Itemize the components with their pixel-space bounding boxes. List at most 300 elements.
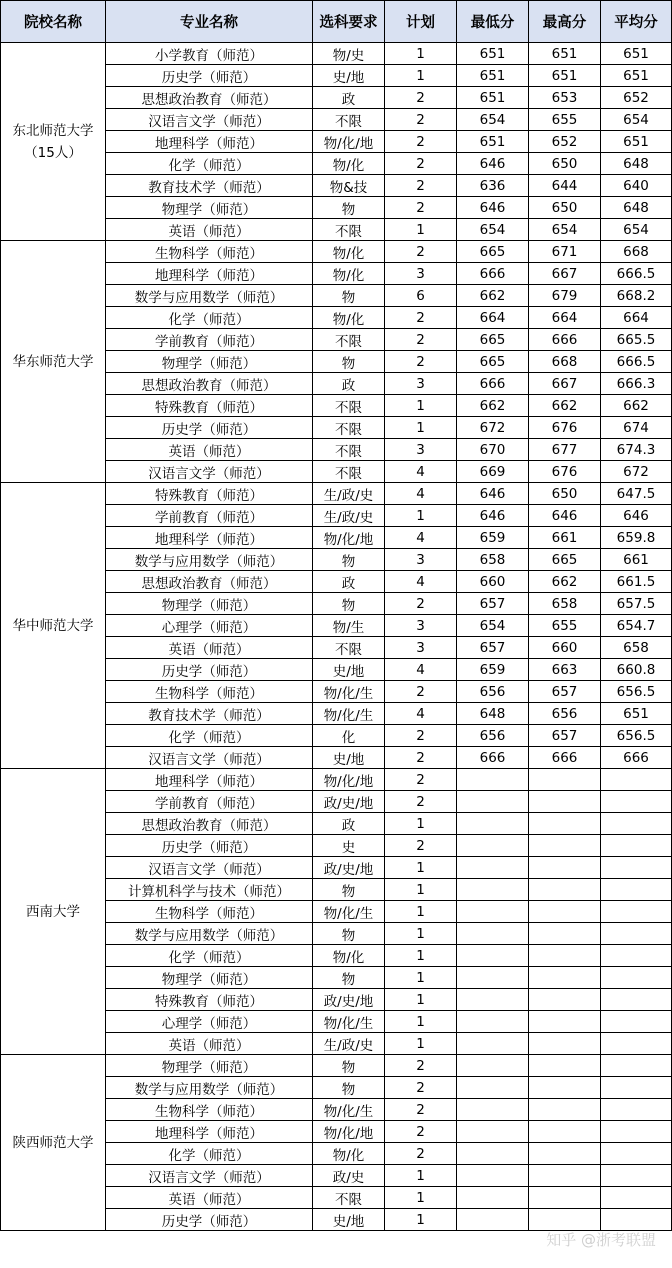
min-score-cell: 662 (457, 285, 529, 307)
subject-requirement-cell: 物/化/生 (313, 901, 385, 923)
avg-score-cell: 651 (601, 703, 672, 725)
plan-cell: 4 (385, 659, 457, 681)
max-score-cell: 671 (529, 241, 601, 263)
max-score-cell: 666 (529, 329, 601, 351)
avg-score-cell: 674.3 (601, 439, 672, 461)
subject-requirement-cell: 不限 (313, 329, 385, 351)
major-cell: 数学与应用数学（师范） (106, 549, 313, 571)
min-score-cell (457, 945, 529, 967)
max-score-cell: 668 (529, 351, 601, 373)
avg-score-cell: 668.2 (601, 285, 672, 307)
plan-cell: 3 (385, 373, 457, 395)
table-row (1, 483, 672, 505)
min-score-cell: 672 (457, 417, 529, 439)
plan-cell: 1 (385, 813, 457, 835)
major-cell: 学前教育（师范） (106, 329, 313, 351)
subject-requirement-cell: 物/化/地 (313, 1121, 385, 1143)
major-cell: 数学与应用数学（师范） (106, 285, 313, 307)
avg-score-cell (601, 879, 672, 901)
major-cell: 学前教育（师范） (106, 791, 313, 813)
avg-score-cell: 654.7 (601, 615, 672, 637)
avg-score-cell (601, 1121, 672, 1143)
major-cell: 地理科学（师范） (106, 131, 313, 153)
plan-cell: 1 (385, 43, 457, 65)
major-cell: 化学（师范） (106, 1143, 313, 1165)
avg-score-cell (601, 857, 672, 879)
plan-cell: 1 (385, 1187, 457, 1209)
subject-requirement-cell: 物 (313, 1055, 385, 1077)
subject-requirement-cell: 政 (313, 813, 385, 835)
major-cell: 英语（师范） (106, 1187, 313, 1209)
max-score-cell: 661 (529, 527, 601, 549)
major-cell: 计算机科学与技术（师范） (106, 879, 313, 901)
header-school: 院校名称 (1, 1, 106, 43)
subject-requirement-cell: 史/地 (313, 1209, 385, 1231)
major-cell: 特殊教育（师范） (106, 395, 313, 417)
min-score-cell: 659 (457, 659, 529, 681)
plan-cell: 4 (385, 483, 457, 505)
plan-cell: 1 (385, 945, 457, 967)
plan-cell: 1 (385, 1011, 457, 1033)
min-score-cell (457, 1077, 529, 1099)
min-score-cell (457, 1165, 529, 1187)
plan-cell: 2 (385, 747, 457, 769)
plan-cell: 2 (385, 197, 457, 219)
plan-cell: 2 (385, 1121, 457, 1143)
table-row (1, 43, 672, 65)
subject-requirement-cell: 物 (313, 197, 385, 219)
min-score-cell: 666 (457, 373, 529, 395)
major-cell: 地理科学（师范） (106, 263, 313, 285)
plan-cell: 2 (385, 329, 457, 351)
min-score-cell (457, 1209, 529, 1231)
table-row (1, 241, 672, 263)
max-score-cell: 650 (529, 197, 601, 219)
major-cell: 地理科学（师范） (106, 527, 313, 549)
major-cell: 思想政治教育（师范） (106, 87, 313, 109)
subject-requirement-cell: 史/地 (313, 65, 385, 87)
header-avg-score: 平均分 (601, 1, 672, 43)
subject-requirement-cell: 物 (313, 549, 385, 571)
max-score-cell: 663 (529, 659, 601, 681)
avg-score-cell: 661 (601, 549, 672, 571)
plan-cell: 3 (385, 439, 457, 461)
plan-cell: 2 (385, 1099, 457, 1121)
avg-score-cell (601, 1143, 672, 1165)
plan-cell: 2 (385, 835, 457, 857)
major-cell: 汉语言文学（师范） (106, 857, 313, 879)
avg-score-cell (601, 1077, 672, 1099)
major-cell: 生物科学（师范） (106, 1099, 313, 1121)
major-cell: 汉语言文学（师范） (106, 747, 313, 769)
subject-requirement-cell: 物/化/生 (313, 703, 385, 725)
max-score-cell (529, 945, 601, 967)
subject-requirement-cell: 政 (313, 373, 385, 395)
plan-cell: 2 (385, 593, 457, 615)
plan-cell: 4 (385, 527, 457, 549)
school-name: 陕西师范大学 (12, 1134, 94, 1151)
major-cell: 英语（师范） (106, 439, 313, 461)
plan-cell: 1 (385, 1209, 457, 1231)
major-cell: 汉语言文学（师范） (106, 109, 313, 131)
major-cell: 英语（师范） (106, 219, 313, 241)
major-cell: 教育技术学（师范） (106, 175, 313, 197)
min-score-cell: 646 (457, 505, 529, 527)
avg-score-cell (601, 769, 672, 791)
header-row (1, 1, 672, 43)
plan-cell: 2 (385, 241, 457, 263)
major-cell: 地理科学（师范） (106, 1121, 313, 1143)
major-cell: 化学（师范） (106, 725, 313, 747)
major-cell: 学前教育（师范） (106, 505, 313, 527)
max-score-cell (529, 1187, 601, 1209)
header-plan: 计划 (385, 1, 457, 43)
max-score-cell: 657 (529, 725, 601, 747)
min-score-cell: 669 (457, 461, 529, 483)
max-score-cell: 655 (529, 109, 601, 131)
subject-requirement-cell: 生/政/史 (313, 1033, 385, 1055)
min-score-cell (457, 1011, 529, 1033)
min-score-cell: 651 (457, 87, 529, 109)
avg-score-cell: 665.5 (601, 329, 672, 351)
avg-score-cell: 674 (601, 417, 672, 439)
max-score-cell: 656 (529, 703, 601, 725)
min-score-cell: 660 (457, 571, 529, 593)
avg-score-cell: 664 (601, 307, 672, 329)
subject-requirement-cell: 不限 (313, 1187, 385, 1209)
min-score-cell: 665 (457, 241, 529, 263)
max-score-cell (529, 989, 601, 1011)
plan-cell: 2 (385, 1077, 457, 1099)
max-score-cell (529, 1143, 601, 1165)
subject-requirement-cell: 物/史 (313, 43, 385, 65)
subject-requirement-cell: 物&技 (313, 175, 385, 197)
subject-requirement-cell: 物/化 (313, 307, 385, 329)
major-cell: 物理学（师范） (106, 967, 313, 989)
subject-requirement-cell: 不限 (313, 417, 385, 439)
avg-score-cell: 651 (601, 131, 672, 153)
min-score-cell (457, 769, 529, 791)
major-cell: 英语（师范） (106, 637, 313, 659)
avg-score-cell: 656.5 (601, 725, 672, 747)
max-score-cell (529, 879, 601, 901)
plan-cell: 2 (385, 769, 457, 791)
avg-score-cell (601, 1011, 672, 1033)
avg-score-cell (601, 1165, 672, 1187)
avg-score-cell: 648 (601, 197, 672, 219)
avg-score-cell: 672 (601, 461, 672, 483)
avg-score-cell (601, 1099, 672, 1121)
min-score-cell: 648 (457, 703, 529, 725)
major-cell: 心理学（师范） (106, 615, 313, 637)
avg-score-cell (601, 989, 672, 1011)
header-subject-requirement: 选科要求 (313, 1, 385, 43)
max-score-cell (529, 1099, 601, 1121)
avg-score-cell: 648 (601, 153, 672, 175)
subject-requirement-cell: 物/化 (313, 945, 385, 967)
min-score-cell (457, 1121, 529, 1143)
subject-requirement-cell: 物/化/生 (313, 681, 385, 703)
max-score-cell (529, 1121, 601, 1143)
min-score-cell (457, 813, 529, 835)
subject-requirement-cell: 物/化 (313, 241, 385, 263)
max-score-cell: 666 (529, 747, 601, 769)
avg-score-cell: 666 (601, 747, 672, 769)
min-score-cell (457, 1143, 529, 1165)
plan-cell: 1 (385, 923, 457, 945)
max-score-cell (529, 835, 601, 857)
major-cell: 化学（师范） (106, 945, 313, 967)
min-score-cell: 654 (457, 219, 529, 241)
min-score-cell (457, 1055, 529, 1077)
max-score-cell: 660 (529, 637, 601, 659)
subject-requirement-cell: 政/史/地 (313, 857, 385, 879)
school-note: （15人） (24, 144, 82, 161)
min-score-cell: 666 (457, 263, 529, 285)
subject-requirement-cell: 政/史/地 (313, 791, 385, 813)
plan-cell: 4 (385, 461, 457, 483)
major-cell: 教育技术学（师范） (106, 703, 313, 725)
plan-cell: 1 (385, 219, 457, 241)
avg-score-cell: 646 (601, 505, 672, 527)
table-row (1, 1055, 672, 1077)
plan-cell: 2 (385, 87, 457, 109)
header-max-score: 最高分 (529, 1, 601, 43)
subject-requirement-cell: 物/化 (313, 153, 385, 175)
major-cell: 数学与应用数学（师范） (106, 923, 313, 945)
max-score-cell: 650 (529, 483, 601, 505)
major-cell: 心理学（师范） (106, 1011, 313, 1033)
major-cell: 英语（师范） (106, 1033, 313, 1055)
school-name-cell (1, 483, 106, 769)
min-score-cell: 656 (457, 725, 529, 747)
plan-cell: 3 (385, 263, 457, 285)
min-score-cell (457, 857, 529, 879)
max-score-cell (529, 857, 601, 879)
subject-requirement-cell: 史/地 (313, 659, 385, 681)
max-score-cell (529, 1165, 601, 1187)
max-score-cell (529, 813, 601, 835)
subject-requirement-cell: 物/生 (313, 615, 385, 637)
avg-score-cell (601, 1033, 672, 1055)
max-score-cell (529, 791, 601, 813)
school-name: 华东师范大学 (12, 353, 94, 370)
min-score-cell: 666 (457, 747, 529, 769)
avg-score-cell: 661.5 (601, 571, 672, 593)
major-cell: 生物科学（师范） (106, 901, 313, 923)
avg-score-cell (601, 791, 672, 813)
min-score-cell (457, 1099, 529, 1121)
min-score-cell (457, 989, 529, 1011)
subject-requirement-cell: 政/史 (313, 1165, 385, 1187)
min-score-cell: 657 (457, 593, 529, 615)
max-score-cell (529, 1033, 601, 1055)
min-score-cell: 636 (457, 175, 529, 197)
subject-requirement-cell: 史/地 (313, 747, 385, 769)
max-score-cell: 652 (529, 131, 601, 153)
major-cell: 汉语言文学（师范） (106, 1165, 313, 1187)
major-cell: 物理学（师范） (106, 593, 313, 615)
header-major: 专业名称 (106, 1, 313, 43)
min-score-cell (457, 901, 529, 923)
max-score-cell: 667 (529, 263, 601, 285)
subject-requirement-cell: 物 (313, 351, 385, 373)
max-score-cell: 679 (529, 285, 601, 307)
subject-requirement-cell: 物/化/生 (313, 1011, 385, 1033)
avg-score-cell: 640 (601, 175, 672, 197)
subject-requirement-cell: 政 (313, 87, 385, 109)
avg-score-cell: 662 (601, 395, 672, 417)
major-cell: 数学与应用数学（师范） (106, 1077, 313, 1099)
plan-cell: 1 (385, 879, 457, 901)
plan-cell: 1 (385, 1033, 457, 1055)
avg-score-cell: 651 (601, 43, 672, 65)
avg-score-cell (601, 967, 672, 989)
max-score-cell (529, 769, 601, 791)
max-score-cell: 662 (529, 395, 601, 417)
avg-score-cell: 647.5 (601, 483, 672, 505)
max-score-cell: 665 (529, 549, 601, 571)
major-cell: 地理科学（师范） (106, 769, 313, 791)
major-cell: 化学（师范） (106, 153, 313, 175)
min-score-cell (457, 835, 529, 857)
max-score-cell (529, 967, 601, 989)
max-score-cell: 657 (529, 681, 601, 703)
max-score-cell: 676 (529, 461, 601, 483)
max-score-cell: 664 (529, 307, 601, 329)
major-cell: 历史学（师范） (106, 835, 313, 857)
min-score-cell: 658 (457, 549, 529, 571)
max-score-cell: 677 (529, 439, 601, 461)
min-score-cell: 665 (457, 351, 529, 373)
major-cell: 生物科学（师范） (106, 241, 313, 263)
plan-cell: 2 (385, 351, 457, 373)
max-score-cell (529, 1055, 601, 1077)
min-score-cell: 657 (457, 637, 529, 659)
min-score-cell: 651 (457, 131, 529, 153)
school-name-cell (1, 43, 106, 241)
max-score-cell: 676 (529, 417, 601, 439)
min-score-cell: 662 (457, 395, 529, 417)
subject-requirement-cell: 化 (313, 725, 385, 747)
subject-requirement-cell: 物/化 (313, 263, 385, 285)
subject-requirement-cell: 不限 (313, 395, 385, 417)
max-score-cell: 658 (529, 593, 601, 615)
plan-cell: 3 (385, 615, 457, 637)
subject-requirement-cell: 物 (313, 593, 385, 615)
avg-score-cell: 654 (601, 109, 672, 131)
max-score-cell (529, 1011, 601, 1033)
plan-cell: 1 (385, 65, 457, 87)
min-score-cell: 656 (457, 681, 529, 703)
avg-score-cell (601, 813, 672, 835)
subject-requirement-cell: 不限 (313, 637, 385, 659)
subject-requirement-cell: 物 (313, 285, 385, 307)
plan-cell: 4 (385, 571, 457, 593)
max-score-cell: 650 (529, 153, 601, 175)
max-score-cell: 651 (529, 65, 601, 87)
subject-requirement-cell: 不限 (313, 219, 385, 241)
plan-cell: 4 (385, 703, 457, 725)
subject-requirement-cell: 生/政/史 (313, 483, 385, 505)
subject-requirement-cell: 不限 (313, 109, 385, 131)
plan-cell: 2 (385, 681, 457, 703)
major-cell: 物理学（师范） (106, 197, 313, 219)
plan-cell: 6 (385, 285, 457, 307)
subject-requirement-cell: 物 (313, 923, 385, 945)
avg-score-cell: 666.3 (601, 373, 672, 395)
avg-score-cell (601, 923, 672, 945)
min-score-cell: 654 (457, 615, 529, 637)
avg-score-cell: 666.5 (601, 351, 672, 373)
min-score-cell: 665 (457, 329, 529, 351)
avg-score-cell: 654 (601, 219, 672, 241)
watermark: 知乎 @浙考联盟 (546, 1231, 656, 1249)
major-cell: 思想政治教育（师范） (106, 813, 313, 835)
avg-score-cell (601, 835, 672, 857)
plan-cell: 1 (385, 395, 457, 417)
avg-score-cell: 651 (601, 65, 672, 87)
avg-score-cell: 668 (601, 241, 672, 263)
max-score-cell (529, 1077, 601, 1099)
school-name-cell (1, 1055, 106, 1231)
avg-score-cell (601, 1209, 672, 1231)
plan-cell: 2 (385, 307, 457, 329)
plan-cell: 2 (385, 109, 457, 131)
subject-requirement-cell: 物/化/生 (313, 1099, 385, 1121)
min-score-cell (457, 791, 529, 813)
major-cell: 化学（师范） (106, 307, 313, 329)
school-name: 华中师范大学 (12, 617, 94, 634)
plan-cell: 2 (385, 1055, 457, 1077)
major-cell: 生物科学（师范） (106, 681, 313, 703)
min-score-cell (457, 923, 529, 945)
min-score-cell: 659 (457, 527, 529, 549)
major-cell: 思想政治教育（师范） (106, 571, 313, 593)
avg-score-cell: 660.8 (601, 659, 672, 681)
subject-requirement-cell: 政 (313, 571, 385, 593)
min-score-cell: 654 (457, 109, 529, 131)
plan-cell: 3 (385, 637, 457, 659)
plan-cell: 1 (385, 989, 457, 1011)
avg-score-cell: 657.5 (601, 593, 672, 615)
avg-score-cell: 658 (601, 637, 672, 659)
subject-requirement-cell: 政/史/地 (313, 989, 385, 1011)
min-score-cell: 670 (457, 439, 529, 461)
plan-cell: 2 (385, 175, 457, 197)
plan-cell: 1 (385, 505, 457, 527)
subject-requirement-cell: 生/政/史 (313, 505, 385, 527)
school-name-cell (1, 769, 106, 1055)
max-score-cell (529, 1209, 601, 1231)
min-score-cell: 646 (457, 153, 529, 175)
subject-requirement-cell: 不限 (313, 461, 385, 483)
avg-score-cell: 652 (601, 87, 672, 109)
plan-cell: 2 (385, 725, 457, 747)
school-name: 东北师范大学 (12, 122, 94, 139)
min-score-cell: 651 (457, 43, 529, 65)
subject-requirement-cell: 物/化/地 (313, 131, 385, 153)
plan-cell: 2 (385, 1143, 457, 1165)
major-cell: 物理学（师范） (106, 1055, 313, 1077)
max-score-cell: 654 (529, 219, 601, 241)
avg-score-cell (601, 901, 672, 923)
subject-requirement-cell: 物 (313, 1077, 385, 1099)
max-score-cell: 655 (529, 615, 601, 637)
table-body (1, 43, 672, 1231)
school-name-cell (1, 241, 106, 483)
school-name: 西南大学 (26, 903, 80, 920)
